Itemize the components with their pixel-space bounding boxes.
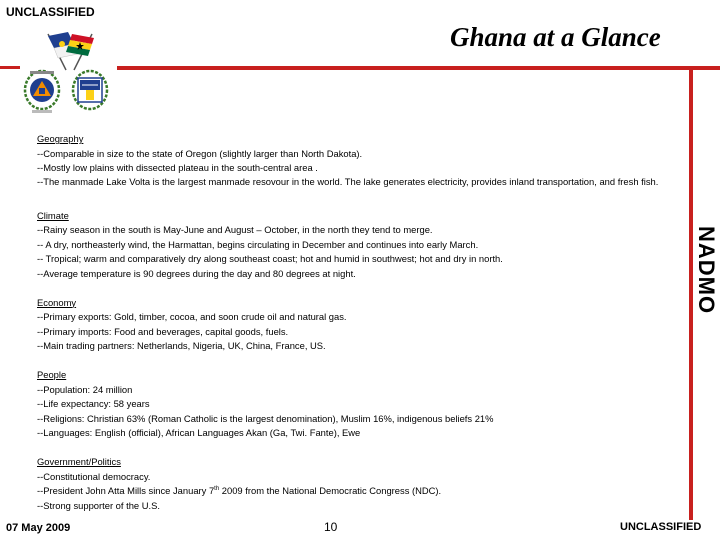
bullet-line: --Main trading partners: Netherlands, Nigeria, UK, China, France, US. [37,340,326,351]
side-divider [689,66,693,520]
bullet-line: --Rainy season in the south is May-June and August – October, in the north they tend to merge. [37,224,433,235]
left-accent-bar [0,66,20,69]
bullet-line [37,484,677,499]
section-heading: Geography [37,133,84,144]
bullet-line: --Average temperature is 90 degrees during the day and 80 degrees at night. [37,267,356,279]
classification-banner-bottom: UNCLASSIFIED [620,521,702,533]
section-people [37,368,677,441]
bullet-line: --Life expectancy: 58 years [37,398,150,409]
section-heading: Government/Politics [37,456,121,467]
side-label-nadmo: NADMO [694,225,719,315]
section-climate [37,209,677,282]
logo-cluster [20,30,120,120]
bullet-line: --Primary imports: Food and beverages, capital goods, fuels. [37,325,289,337]
bullet-line: --Languages: English (official), African Languages Akan (Ga, Twi. Fante), Ewe [37,427,361,438]
bullet-line: --Mostly low plains with dissected plateau in the south-central area . [37,162,318,173]
bullet-line: --Constitutional democracy. [37,470,151,482]
bullet-line: -- A dry, northeasterly wind, the Harmattan, begins circulating in December and continues into early March. [37,238,479,250]
section-geography [37,132,677,187]
nadmo-emblem-icon [25,71,59,113]
bullet-line: -- Tropical; warm and comparatively dry along southeast coast; hot and humid in southwest; hot and dry in north. [37,253,503,264]
ordinal-suffix: th [214,485,220,492]
bullet-line: --Strong supporter of the U.S. [37,499,160,511]
section-heading: Climate [37,209,69,221]
bullet-line: --The manmade Lake Volta is the largest manmade resovour in the world. The lake generates electricity, provides inland transportation, and fresh fish. [37,175,659,187]
section-heading: People [37,369,67,380]
ghana-coat-of-arms-icon [73,71,107,109]
president-text: --President John Atta Mills since January 7 [37,485,215,496]
classification-banner-top: UNCLASSIFIED [6,5,95,19]
section-heading: Economy [37,296,77,308]
title-divider [117,66,720,70]
president-text-continued: 2009 from the National Democratic Congress (NDC). [219,485,442,496]
footer-date: 07 May 2009 [6,522,71,534]
slide-title: Ghana at a Glance [450,22,661,52]
slide-body [37,132,677,528]
bullet-line: --Comparable in size to the state of Oregon (slightly larger than North Dakota). [37,147,363,159]
bullet-line: --Religions: Christian 63% (Roman Catholic is the largest denomination), Muslim 16%, indigenous beliefs 21% [37,412,494,424]
section-government [37,455,677,513]
page-number: 10 [324,520,338,534]
bullet-line: --Population: 24 million [37,383,133,395]
bullet-line: --Primary exports: Gold, timber, cocoa, and soon crude oil and natural gas. [37,311,347,322]
section-economy [37,296,677,354]
